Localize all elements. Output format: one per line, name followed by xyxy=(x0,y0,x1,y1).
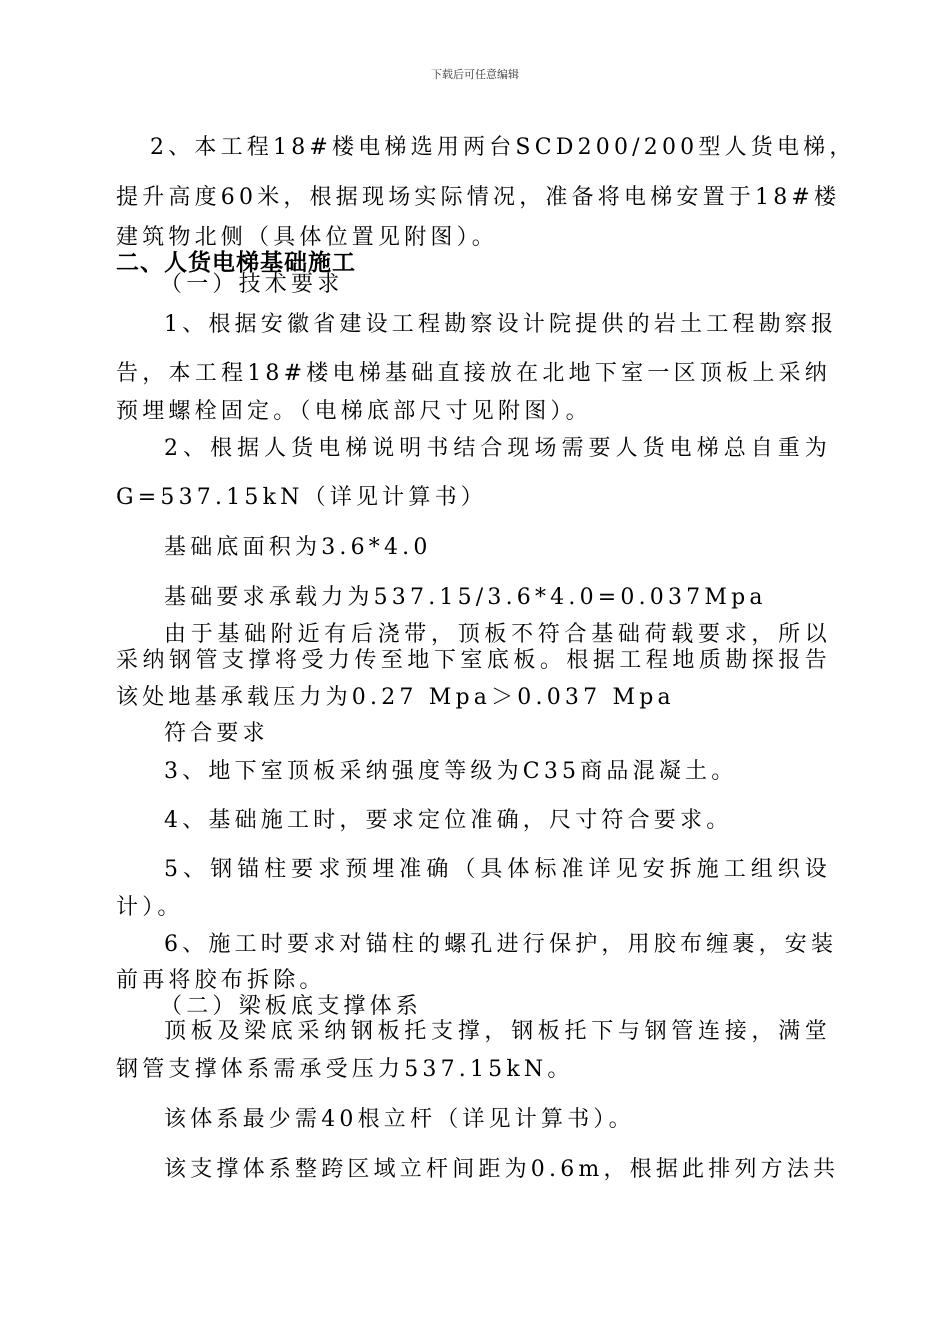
paragraph-line: 提升高度60米，根据现场实际情况，准备将电梯安置于18#楼 xyxy=(116,185,841,210)
paragraph-line: 计）。 xyxy=(116,895,184,920)
subsection-heading: （二）梁板底支撑体系 xyxy=(160,994,423,1019)
paragraph-line: 采纳钢管支撑将受力传至地下室底板。根据工程地质勘探报告 xyxy=(116,648,831,673)
paragraph-line: 2、根据人货电梯说明书结合现场需要人货电梯总自重为 xyxy=(164,436,831,461)
paragraph-line: 5、钢锚柱要求预埋准确（具体标准详见安拆施工组织设 xyxy=(164,857,831,882)
paragraph-line: 前再将胶布拆除。 xyxy=(116,968,326,993)
paragraph-line: 告，本工程18#楼电梯基础直接放在北地下室一区顶板上采纳 xyxy=(116,361,831,386)
paragraph-line: 1、根据安徽省建设工程勘察设计院提供的岩土工程勘察报 xyxy=(164,312,838,337)
paragraph-line: 顶板及梁底采纳钢板托支撑，钢板托下与钢管连接，满堂 xyxy=(164,1019,831,1044)
paragraph-line: 钢管支撑体系需承受压力537.15kN。 xyxy=(116,1057,574,1082)
paragraph-line: 基础要求承载力为537.15/3.6*4.0=0.037Mpa xyxy=(164,585,767,610)
paragraph-line: G=537.15kN（详见计算书） xyxy=(116,485,487,510)
paragraph-line: 6、施工时要求对锚柱的螺孔进行保护，用胶布缠裹，安装 xyxy=(164,932,838,957)
paragraph-line: 建筑物北侧（具体位置见附图）。 xyxy=(116,225,499,250)
paragraph-line: 预埋螺栓固定。（电梯底部尺寸见附图）。 xyxy=(116,399,592,424)
paragraph-line: 3、地下室顶板采纳强度等级为C35商品混凝土。 xyxy=(164,759,738,784)
section-heading: 二、人货电梯基础施工 xyxy=(116,250,356,276)
paragraph-line: 符合要求 xyxy=(164,721,269,746)
paragraph-line: 4、基础施工时，要求定位准确，尺寸符合要求。 xyxy=(164,808,733,833)
page-header: 下载后可任意编辑 xyxy=(431,68,519,81)
subsection-heading: （一）技术要求 xyxy=(160,272,344,297)
paragraph-line: 2、本工程18#楼电梯选用两台SCD200/200型人货电梯， xyxy=(150,135,856,160)
paragraph-line: 由于基础附近有后浇带，顶板不符合基础荷载要求，所以 xyxy=(164,622,831,647)
paragraph-line: 基础底面积为3.6*4.0 xyxy=(164,535,432,560)
paragraph-line: 该处地基承载压力为0.27 Mpa＞0.037 Mpa xyxy=(116,685,675,710)
paragraph-line: 该体系最少需40根立杆（详见计算书）。 xyxy=(164,1107,635,1132)
paragraph-line: 该支撑体系整跨区域立杆间距为0.6m，根据此排列方法共 xyxy=(164,1157,840,1182)
